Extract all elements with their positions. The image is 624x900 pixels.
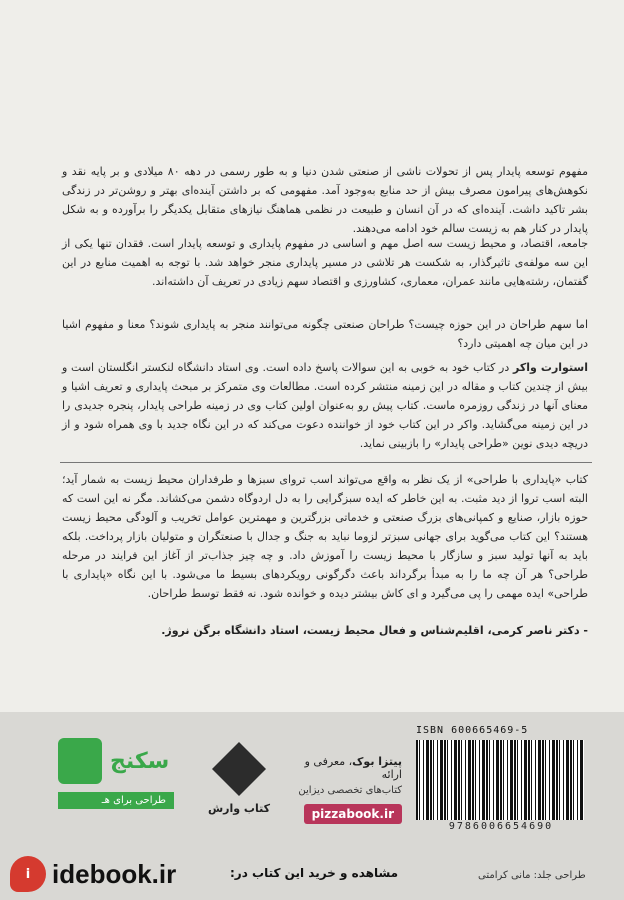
publisher-emblem-icon: [212, 742, 266, 796]
review-signature: - دکتر ناصر کرمی، اقلیم‌شناس و فعال محیط زیست، استاد دانشگاه برگن نروژ.: [161, 624, 588, 637]
barcode-digits: 9786006654690: [448, 821, 554, 832]
paragraph-3: اما سهم طراحان در این حوزه چیست؟ طراحان صنعتی چگونه می‌توانند منجر به پایداری شوند؟ معنا و مفهوم اشیا در این میان چه اهمیتی دارد؟: [62, 318, 588, 350]
sakhanj-logo: [58, 738, 178, 809]
pizzabook-brand-line: [282, 755, 402, 781]
sakhanj-tagline: طراحی برای هـ: [58, 792, 174, 809]
pizzabook-brand: پیتزا بوک: [352, 755, 402, 768]
sakhanj-mark-icon: [58, 738, 102, 784]
idebook-watermark[interactable]: [0, 852, 230, 896]
buy-text: مشاهده و خرید این کتاب در:: [230, 866, 399, 880]
publisher-logo: [206, 742, 272, 832]
pizzabook-block: [282, 755, 402, 824]
author-name: استوارت واکر: [512, 361, 589, 374]
paragraph-4-text: در کتاب خود به خوبی به این سوالات پاسخ داده است. وی استاد دانشگاه لنکستر انگلستان است و بیش از چندین کتاب و مقاله در این زمینه منتشر کرده است. مطالعات وی متمرکز بر مبحث پایداری و تعریف اشیا و معنای آنها در زندگی روزمره ماست. کتاب پیش رو به‌عنوان اولین کتاب وی در زمینه طراحی پایدار، پنجره جدیدی را در این زمینه می‌گشاید. واکر در این کتاب خود از خواننده دعوت می‌کند که در این نگاه جدید با وی همراه شود و از دریچه دیدی نوین «طراحی پایدار» را بازبینی نماید.: [62, 361, 588, 450]
paragraph-4: [62, 358, 588, 453]
sakhanj-logo-text: سکنج: [110, 748, 170, 774]
isbn-label: ISBN 600665469-5: [416, 725, 529, 736]
paragraph-1: مفهوم توسعه پایدار پس از تحولات ناشی از صنعتی شدن دنیا و به طور رسمی در دهه ۸۰ میلادی و بر پایه نقد و نکوهش‌های پیرامون مصرف بیش از حد منابع به‌وجود آمد. مفهومی که بر داشتن آینده‌ای بهتر و روشن‌تر در زندگی بشر تاکید داشت. آینده‌ای که در آن انسان و طبیعت در نظمی هماهنگ نیازهای متقابل یکدیگر را برآورده و به شکل پایدار در کنار هم به زیست سالم خود ادامه می‌دهند.: [62, 165, 588, 235]
isbn-block: [416, 725, 586, 832]
pizzabook-subtitle: کتاب‌های تخصصی دیزاین: [298, 785, 402, 796]
paragraph-2: جامعه، اقتصاد، و محیط زیست سه اصل مهم و اساسی در مفهوم پایداری و توسعه پایدار است. فقدان تنها یکی از این سه مولفه‌ی تاثیرگذار، به شکست هر تلاشی در مسیر پایداری منجر خواهد شد. با توجه به اهمیت منابع در این گفتمان، رشته‌هایی مانند عمران، معماری، کشاورزی و اقتصاد سهم زیادی در تعریف آن داشته‌اند.: [62, 237, 588, 288]
barcode: [416, 740, 584, 820]
idebook-badge-icon: i: [10, 856, 46, 892]
pizzabook-url[interactable]: pizzabook.ir: [304, 804, 402, 824]
sakhanj-logo-row: [58, 738, 178, 784]
pizzabook-brand-rest: ، معرفی و ارائه: [304, 755, 402, 781]
review-paragraph: کتاب «پایداری با طراحی» از یک نظر به واقع می‌تواند اسب تروای سبزها و طرفداران محیط زیست به شمار آید؛ البته اسب تروا از دید مثبت. به این خاطر که ایده سبزگرایی را به دل اردوگاه دشمن می‌کشاند. مگر نه این است که حوزه بازار، صنایع و کمپانی‌های بزرگ صنعتی و خدماتی بزرگترین و مهمترین عوامل تخریب و آلودگی محیط زیست هستند؟ این کتاب می‌گوید برای جهانی سبزتر لزوما نباید به جنگ و جدال با صنعتگران و متولیان بازار پرداخت. بلکه باید به آنها تولید سبز و سازگار با محیط زیست را آموزش داد. و چه چیز جذاب‌تر از آغاز این فرایند در مرحله طراحی؟ هر آن چه ما را به مبدأ برگرداند باعث دگرگونی رویکردهای بسیط ما می‌شود. با این نگاه «پایداری با طراحی» ایده مهمی را پی می‌گیرد و ای کاش بیشتر دیده و خوانده شود. نه فقط توسط طراحان.: [62, 473, 588, 600]
section-divider: [60, 462, 592, 463]
publisher-name: کتاب وارش: [207, 802, 271, 815]
cover-designer: طراحی جلد: مانی کرامتی: [478, 870, 586, 881]
idebook-name: idebook.ir: [52, 858, 177, 889]
